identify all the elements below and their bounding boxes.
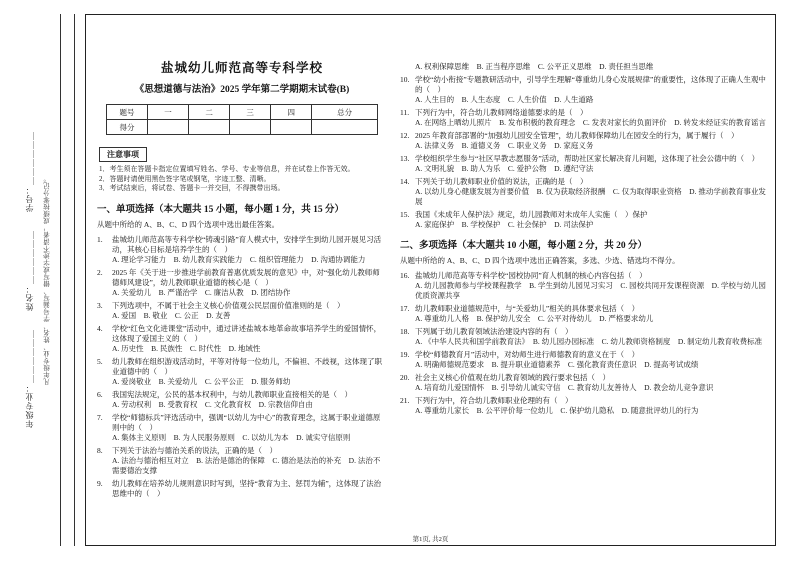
question-number: 5. xyxy=(97,356,103,366)
page-footer: 第1页, 共2页 xyxy=(412,536,449,543)
score-table-cell: 一 xyxy=(148,105,189,120)
question-number: 3. xyxy=(97,300,103,310)
notice-item: 3．考试结束后，将试卷、答题卡一并交回，不得携带出场。 xyxy=(99,184,285,192)
question-number: 20. xyxy=(400,373,410,382)
question-options: A. 家庭保护 B. 学校保护 C. 社会保护 D. 司法保护 xyxy=(415,220,594,229)
score-table-empty-cell xyxy=(148,120,189,135)
question-options: A. 劳动权利 B. 受教育权 C. 文化教育权 D. 宗教信仰自由 xyxy=(112,399,313,409)
question-number: 1. xyxy=(97,234,103,244)
question-text: 9. 幼儿教师在培养幼儿规则意识时写到，坚持“教育为主、惩罚为辅”，这体现了法治思维中的（ ） xyxy=(97,478,382,498)
score-table-cell: 总分 xyxy=(312,105,378,120)
question xyxy=(400,327,768,347)
question-options: A. 以幼儿身心健康发展为首要价值 B. 仅为获取经济报酬 C. 仅为取得职业资格 D. 推动学前教育事业发展 xyxy=(415,187,766,206)
score-table-empty-cell xyxy=(312,120,378,135)
question-options: A. 爱国 B. 敬业 C. 公正 D. 友善 xyxy=(112,310,231,320)
question xyxy=(97,301,387,321)
question-text: 14. 下列关于幼儿教师职业价值的说法，正确的是（ ） xyxy=(400,177,588,186)
question-text: 19. 学校“师德教育月”活动中，对幼师生进行师德教育的意义在于（ ） xyxy=(400,350,640,359)
question-options: A. 明确师德规范要求 B. 提升职业道德素养 C. 强化教育责任意识 D. 提高考试成绩 xyxy=(415,360,699,369)
question-options: A. 培育幼儿爱国情怀 B. 引导幼儿诚实守信 C. 教育幼儿友善待人 D. 教会幼儿竞争意识 xyxy=(415,383,714,392)
question-text: 8. 下列关于法治与德治关系的说法，正确的是（ ） xyxy=(97,445,277,455)
notice-item: 1．考生须在答题卡指定位置填写姓名、学号、专业等信息，并在试卷上作答无效。 xyxy=(99,165,355,173)
question-text: 2. 2025 年《关于进一步推进学前教育普惠优质发展的意见》中，对“强化幼儿教师师德师风建设”，幼儿教师职业道德的核心是（ ） xyxy=(97,267,380,287)
question xyxy=(97,413,387,443)
question-options: A. 尊重幼儿人格 B. 保护幼儿安全 C. 公平对待幼儿 D. 严格要求幼儿 xyxy=(415,314,654,323)
question-options: A. 尊重幼儿家长 B. 公平评价每一位幼儿 C. 保护幼儿隐私 D. 随意批评幼儿的行为 xyxy=(415,406,699,415)
question xyxy=(400,396,768,416)
question-text: 3. 下列选项中，不属于社会主义核心价值观公民层面价值准则的是（ ） xyxy=(97,300,345,310)
question-options: A. 关爱幼儿 B. 严谨治学 C. 廉洁从教 D. 团结协作 xyxy=(112,287,291,297)
question-text: 16. 盐城幼儿师范高等专科学校“园校协同”育人机制的核心内容包括（ ） xyxy=(400,271,647,280)
question xyxy=(400,177,768,207)
question-text: 18. 下列属于幼儿教育领域法治建设内容的有（ ） xyxy=(400,327,573,336)
seal-warning-text: 凡年级专业、姓名、学号漏写、错写或字迹不清者，成绩按零分记。 xyxy=(44,175,51,385)
question xyxy=(400,271,768,301)
score-table-empty-cell xyxy=(189,120,230,135)
question-number: 16. xyxy=(400,271,410,280)
right-column xyxy=(400,62,768,419)
question-options: A. 《中华人民共和国学前教育法》 B. 幼儿园办园标准 C. 幼儿教师资格制度 D. 制定幼儿教育收费标准 xyxy=(415,337,763,346)
question-text: 5. 幼儿教师在组织游戏活动时，平等对待每一位幼儿，不偏袒、不歧视，这体现了职业道德中的（ ） xyxy=(97,356,382,376)
question-options: A. 文明礼貌 B. 助人为乐 C. 爱护公物 D. 遵纪守法 xyxy=(415,164,594,173)
question-number: 12. xyxy=(400,131,410,140)
question xyxy=(400,108,768,128)
question-number: 7. xyxy=(97,412,103,422)
question-text: 17. 幼儿教师职业道德规范中，与“关爱幼儿”相关的具体要求包括（ ） xyxy=(400,304,640,313)
question-text: 12. 2025 年教育部部署的“加强幼儿园安全管理”，幼儿教师保障幼儿在园安全的行为，属于履行（ ） xyxy=(400,131,739,140)
question xyxy=(400,350,768,370)
question-text: 6. 我国宪法规定，公民的基本权利中，与幼儿教师职业直接相关的是（ ） xyxy=(97,389,352,399)
question-text: 4. 学校“红色文化进课堂”活动中，通过讲述盐城本地革命故事培养学生的爱国情怀，这体现了爱国主义的（ ） xyxy=(97,323,382,343)
question xyxy=(400,131,768,151)
score-table-cell: 三 xyxy=(230,105,271,120)
score-table-score-row xyxy=(107,120,378,135)
question-options: A. 历史性 B. 民族性 C. 时代性 D. 地域性 xyxy=(112,343,261,353)
question-number: 9. xyxy=(97,478,103,488)
section-instruction: 从题中所给的 A、B、C、D 四个选项中选出最佳答案。 xyxy=(97,219,280,229)
notice-box xyxy=(99,144,385,194)
question-number: 2. xyxy=(97,267,103,277)
question xyxy=(400,154,768,174)
question-number: 17. xyxy=(400,304,410,313)
section-one-questions xyxy=(97,201,387,499)
score-table-cell: 二 xyxy=(189,105,230,120)
section-heading: 一、单项选择（本大题共 15 小题，每小题 1 分，共 15 分） xyxy=(97,204,345,215)
question-number: 18. xyxy=(400,327,410,336)
section-heading: 二、多项选择（本大题共 10 小题，每小题 2 分，共 20 分） xyxy=(400,241,648,251)
question-number: 6. xyxy=(97,389,103,399)
score-table-cell: 四 xyxy=(271,105,312,120)
question-number: 13. xyxy=(400,154,410,163)
question-number: 10. xyxy=(400,75,410,84)
question xyxy=(97,324,387,354)
question xyxy=(400,304,768,324)
score-table-cell: 得分 xyxy=(107,120,148,135)
question-options: A. 人生目的 B. 人生态度 C. 人生价值 D. 人生道路 xyxy=(415,95,594,104)
question-options: A. 法律义务 B. 道德义务 C. 职业义务 D. 家庭义务 xyxy=(415,141,594,150)
question xyxy=(400,75,768,105)
question-number: 21. xyxy=(400,396,410,405)
score-table-empty-cell xyxy=(271,120,312,135)
seal-line xyxy=(60,14,61,546)
section-instruction: 从题中所给的 A、B、C、D 四个选项中选出正确答案，多选、少选、错选均不得分。 xyxy=(400,256,680,265)
question-number: 11. xyxy=(400,108,410,117)
question-number: 19. xyxy=(400,350,410,359)
question-text: 21. 下列行为中，符合幼儿教师职业伦理的有（ ） xyxy=(400,396,573,405)
question xyxy=(97,268,387,298)
question xyxy=(97,357,387,387)
question-text: 10. 学校“幼小衔接”专题教研活动中，引导学生理解“尊重幼儿身心发展规律”的重要性，这体现了正确人生观中的（ ） xyxy=(400,75,766,94)
question-text: 20. 社会主义核心价值观在幼儿教育领域的践行要求包括（ ） xyxy=(400,373,610,382)
question xyxy=(400,210,768,230)
question-options: A. 法治与德治相互对立 B. 法治是德治的保障 C. 德治是法治的补充 D. 法治不需要德治支撑 xyxy=(112,455,381,475)
left-column xyxy=(97,58,387,502)
question xyxy=(97,390,387,410)
question-number: 8. xyxy=(97,445,103,455)
question-number: 14. xyxy=(400,177,410,186)
question-options: A. 幼儿园教师参与学校课程教学 B. 学生到幼儿园见习实习 C. 园校共同开发课程资源 D. 学校与幼儿园优质资源共享 xyxy=(415,281,766,300)
question-options: A. 集体主义原则 B. 为人民服务原则 C. 以幼儿为本 D. 诚实守信原则 xyxy=(112,432,351,442)
seal-line xyxy=(74,14,75,546)
question xyxy=(97,446,387,476)
question xyxy=(97,235,387,265)
notice-title: 注意事项 xyxy=(99,147,147,162)
question-text: 7. 学校“师德标兵”评选活动中，强调“以幼儿为中心”的教育理念，这属于职业道德原则中的（ ） xyxy=(97,412,381,432)
question xyxy=(97,479,387,499)
score-table-cell: 题号 xyxy=(107,105,148,120)
question-options: A. 理论学习能力 B. 幼儿教育实践能力 C. 组织管理能力 D. 沟通协调能力 xyxy=(112,254,366,264)
section-two-questions xyxy=(400,62,768,416)
question-number: 15. xyxy=(400,210,410,219)
question-text: 1. 盐城幼儿师范高等专科学校“铸魂引路”育人模式中，安排学生到幼儿园开展见习活动，其核心目标是培养学生的（ ） xyxy=(97,234,382,254)
student-info-fields: 年级专业：＿＿＿＿＿＿ 姓名：＿＿＿＿＿＿ 学号：＿＿＿＿＿＿ xyxy=(25,131,34,429)
school-name: 盐城幼儿师范高等专科学校 xyxy=(160,61,323,75)
question-options: A. 权利保障思维 B. 正当程序思维 C. 公平正义思维 D. 责任担当思维 xyxy=(415,62,654,71)
exam-title: 《思想道德与法治》2025 学年第二学期期末试卷(B) xyxy=(134,85,350,95)
question-number: 4. xyxy=(97,323,103,333)
question-options: A. 爱岗敬业 B. 关爱幼儿 C. 公平公正 D. 服务师幼 xyxy=(112,376,291,386)
score-table-empty-cell xyxy=(230,120,271,135)
question-text: 15. 我国《未成年人保护法》规定，幼儿园教师对未成年人实施（ ）保护 xyxy=(400,210,648,219)
question-text: 13. 学校组织学生参与“社区早教志愿服务”活动，帮助社区家长解决育儿问题，这体现了社会公德中的（ ） xyxy=(400,154,760,163)
question xyxy=(400,373,768,393)
notice-item: 2．答题时请使用黑色签字笔或钢笔，字迹工整、清晰。 xyxy=(99,174,271,183)
score-table-header-row xyxy=(107,105,378,120)
question-options: A. 在网络上晒幼儿照片 B. 发布积极的教育理念 C. 发表对家长的负面评价 D. 转发未经证实的教育谣言 xyxy=(415,118,766,127)
score-table xyxy=(106,104,378,135)
question-text: 11. 下列行为中，符合幼儿教师网络道德要求的是（ ） xyxy=(400,108,588,117)
